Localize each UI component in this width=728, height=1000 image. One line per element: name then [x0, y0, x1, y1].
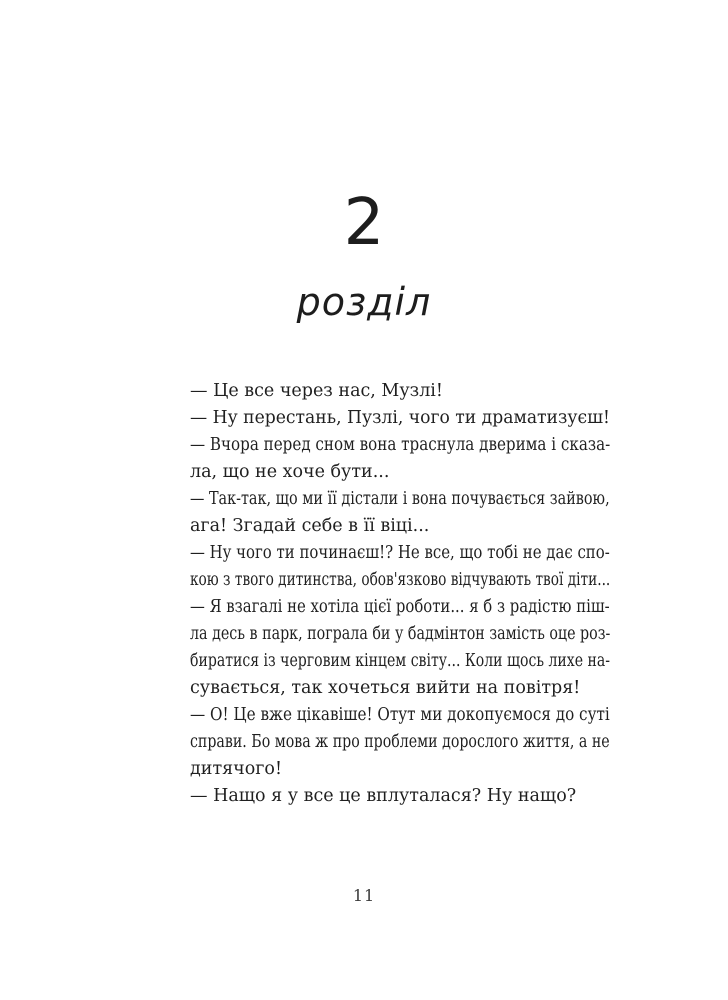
text-line: — О! Це вже цікавіше! Отут ми докопуємося до суті	[190, 705, 610, 725]
body-text	[190, 378, 610, 810]
text-line: ага! Згадай себе в її віці...	[190, 516, 430, 536]
text-line: ла десь в парк, пограла би у бадмінтон замість оце роз-	[190, 624, 611, 644]
chapter-number: 2	[343, 186, 385, 260]
text-line: — Нащо я у все це вплуталася? Ну нащо?	[190, 786, 577, 806]
text-line: ла, що не хоче бути...	[190, 462, 390, 482]
chapter-heading: розділ	[296, 280, 432, 324]
text-line: кою з твого дитинства, обов'язково відчувають твої діти...	[190, 570, 611, 590]
text-line: — Вчора перед сном вона траснула дверима і сказа-	[190, 435, 611, 455]
text-line: — Так-так, що ми її дістали і вона почувається зайвою,	[190, 489, 610, 509]
text-line: сувається, так хочеться вийти на повітря!	[190, 678, 581, 698]
text-line: дитячого!	[190, 759, 283, 779]
text-line: — Ну перестань, Пузлі, чого ти драматизуєш!	[190, 408, 610, 428]
text-line: биратися із черговим кінцем світу... Коли щось лихе на-	[190, 651, 611, 671]
text-line: справи. Бо мова ж про проблеми дорослого життя, а не	[190, 732, 610, 752]
text-line: — Це все через нас, Музлі!	[190, 381, 443, 401]
page-number: 11	[352, 886, 376, 905]
text-line: — Ну чого ти починаєш!? Не все, що тобі не дає спо-	[190, 543, 610, 563]
text-line: — Я взагалі не хотіла цієї роботи... я б з радістю піш-	[190, 597, 610, 617]
